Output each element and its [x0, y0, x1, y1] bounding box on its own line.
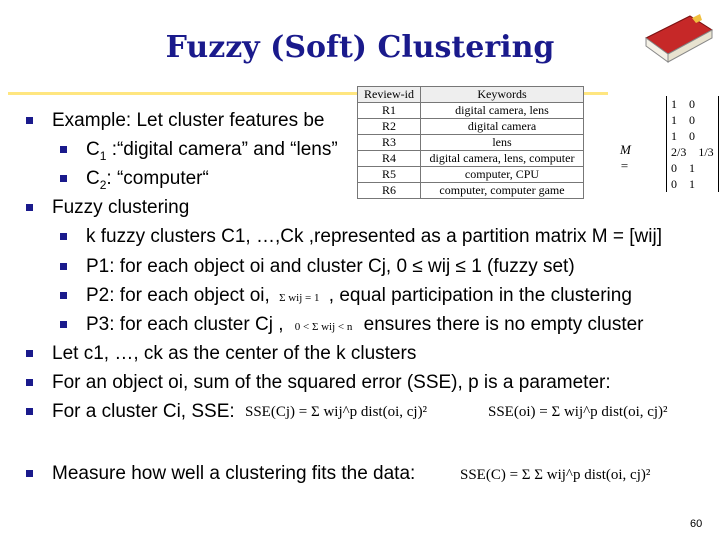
- page-number: 60: [690, 518, 703, 530]
- table-cell: computer, computer game: [421, 183, 584, 199]
- table-row: [358, 183, 584, 199]
- bullet-marker: [60, 292, 67, 299]
- table-cell: R1: [358, 103, 421, 119]
- bullet-marker: [26, 117, 33, 124]
- bullet-example: Example: Let cluster features be: [52, 110, 325, 131]
- bullet-p1: P1: for each object oi and cluster Cj, 0 ≤ wij ≤ 1 (fuzzy set): [86, 256, 575, 277]
- table-cell: digital camera, lens: [421, 103, 584, 119]
- table-row: [358, 151, 584, 167]
- table-row: [358, 119, 584, 135]
- table-cell: R3: [358, 135, 421, 151]
- p3-formula: 0 < Σ wij < n: [294, 321, 353, 333]
- bullet-marker: [26, 379, 33, 386]
- bullet-p3: P3: for each cluster Cj , 0 < Σ wij < n ensures there is no empty cluster: [86, 314, 644, 335]
- table-cell: computer, CPU: [421, 167, 584, 183]
- bullet-p2: P2: for each object oi, Σ wij = 1 , equal participation in the clustering: [86, 285, 632, 306]
- bullet-fuzzy-clustering: Fuzzy clustering: [52, 197, 190, 218]
- bullet-marker: [26, 350, 33, 357]
- bullet-c1: $C_1$ :“digital camera” and “lens”: [86, 139, 338, 163]
- bullet-sse-object: For an object oi, sum of the squared error (SSE), p is a parameter:: [52, 372, 611, 393]
- table-cell: digital camera: [421, 119, 584, 135]
- bullet-marker: [26, 470, 33, 477]
- table-row: [358, 135, 584, 151]
- bullet-marker: [60, 175, 67, 182]
- table-cell: R2: [358, 119, 421, 135]
- bullet-clustering-fit: Measure how well a clustering fits the data:: [52, 463, 416, 484]
- bullet-marker: [26, 408, 33, 415]
- bullet-marker: [60, 146, 67, 153]
- review-table: [357, 86, 584, 199]
- bullet-marker: [60, 233, 67, 240]
- slide-title: Fuzzy (Soft) Clustering: [165, 30, 555, 65]
- table-header: Keywords: [421, 87, 584, 103]
- sse-object-formula: SSE(oi) = Σ wij^p dist(oi, cj)²: [488, 404, 668, 420]
- table-cell: R4: [358, 151, 421, 167]
- matrix-values: 1 0 1 0 1 0 2/3 1/3 0 1 0 1: [666, 96, 719, 192]
- sse-all-formula: SSE(C) = Σ Σ wij^p dist(oi, cj)²: [460, 467, 651, 483]
- book-icon: [640, 8, 716, 64]
- bullet-marker: [60, 321, 67, 328]
- bullet-sse-cluster: For a cluster Ci, SSE:: [52, 401, 235, 422]
- table-header: Review-id: [358, 87, 421, 103]
- bullet-c2: $C_2$: “computer“: [86, 168, 209, 192]
- table-cell: lens: [421, 135, 584, 151]
- matrix-label: M =: [620, 142, 631, 173]
- bullet-centers: Let c1, …, ck as the center of the k clusters: [52, 343, 417, 364]
- sse-cluster-formula: SSE(Cj) = Σ wij^p dist(oi, cj)²: [245, 404, 428, 420]
- table-cell: R6: [358, 183, 421, 199]
- p2-formula: Σ wij = 1: [279, 292, 320, 304]
- table-cell: R5: [358, 167, 421, 183]
- bullet-marker: [60, 263, 67, 270]
- table-row: [358, 167, 584, 183]
- table-cell: digital camera, lens, computer: [421, 151, 584, 167]
- bullet-marker: [26, 204, 33, 211]
- bullet-k-clusters: k fuzzy clusters C1, …,Ck ,represented as a partition matrix M = [wij]: [86, 226, 662, 247]
- table-row: [358, 103, 584, 119]
